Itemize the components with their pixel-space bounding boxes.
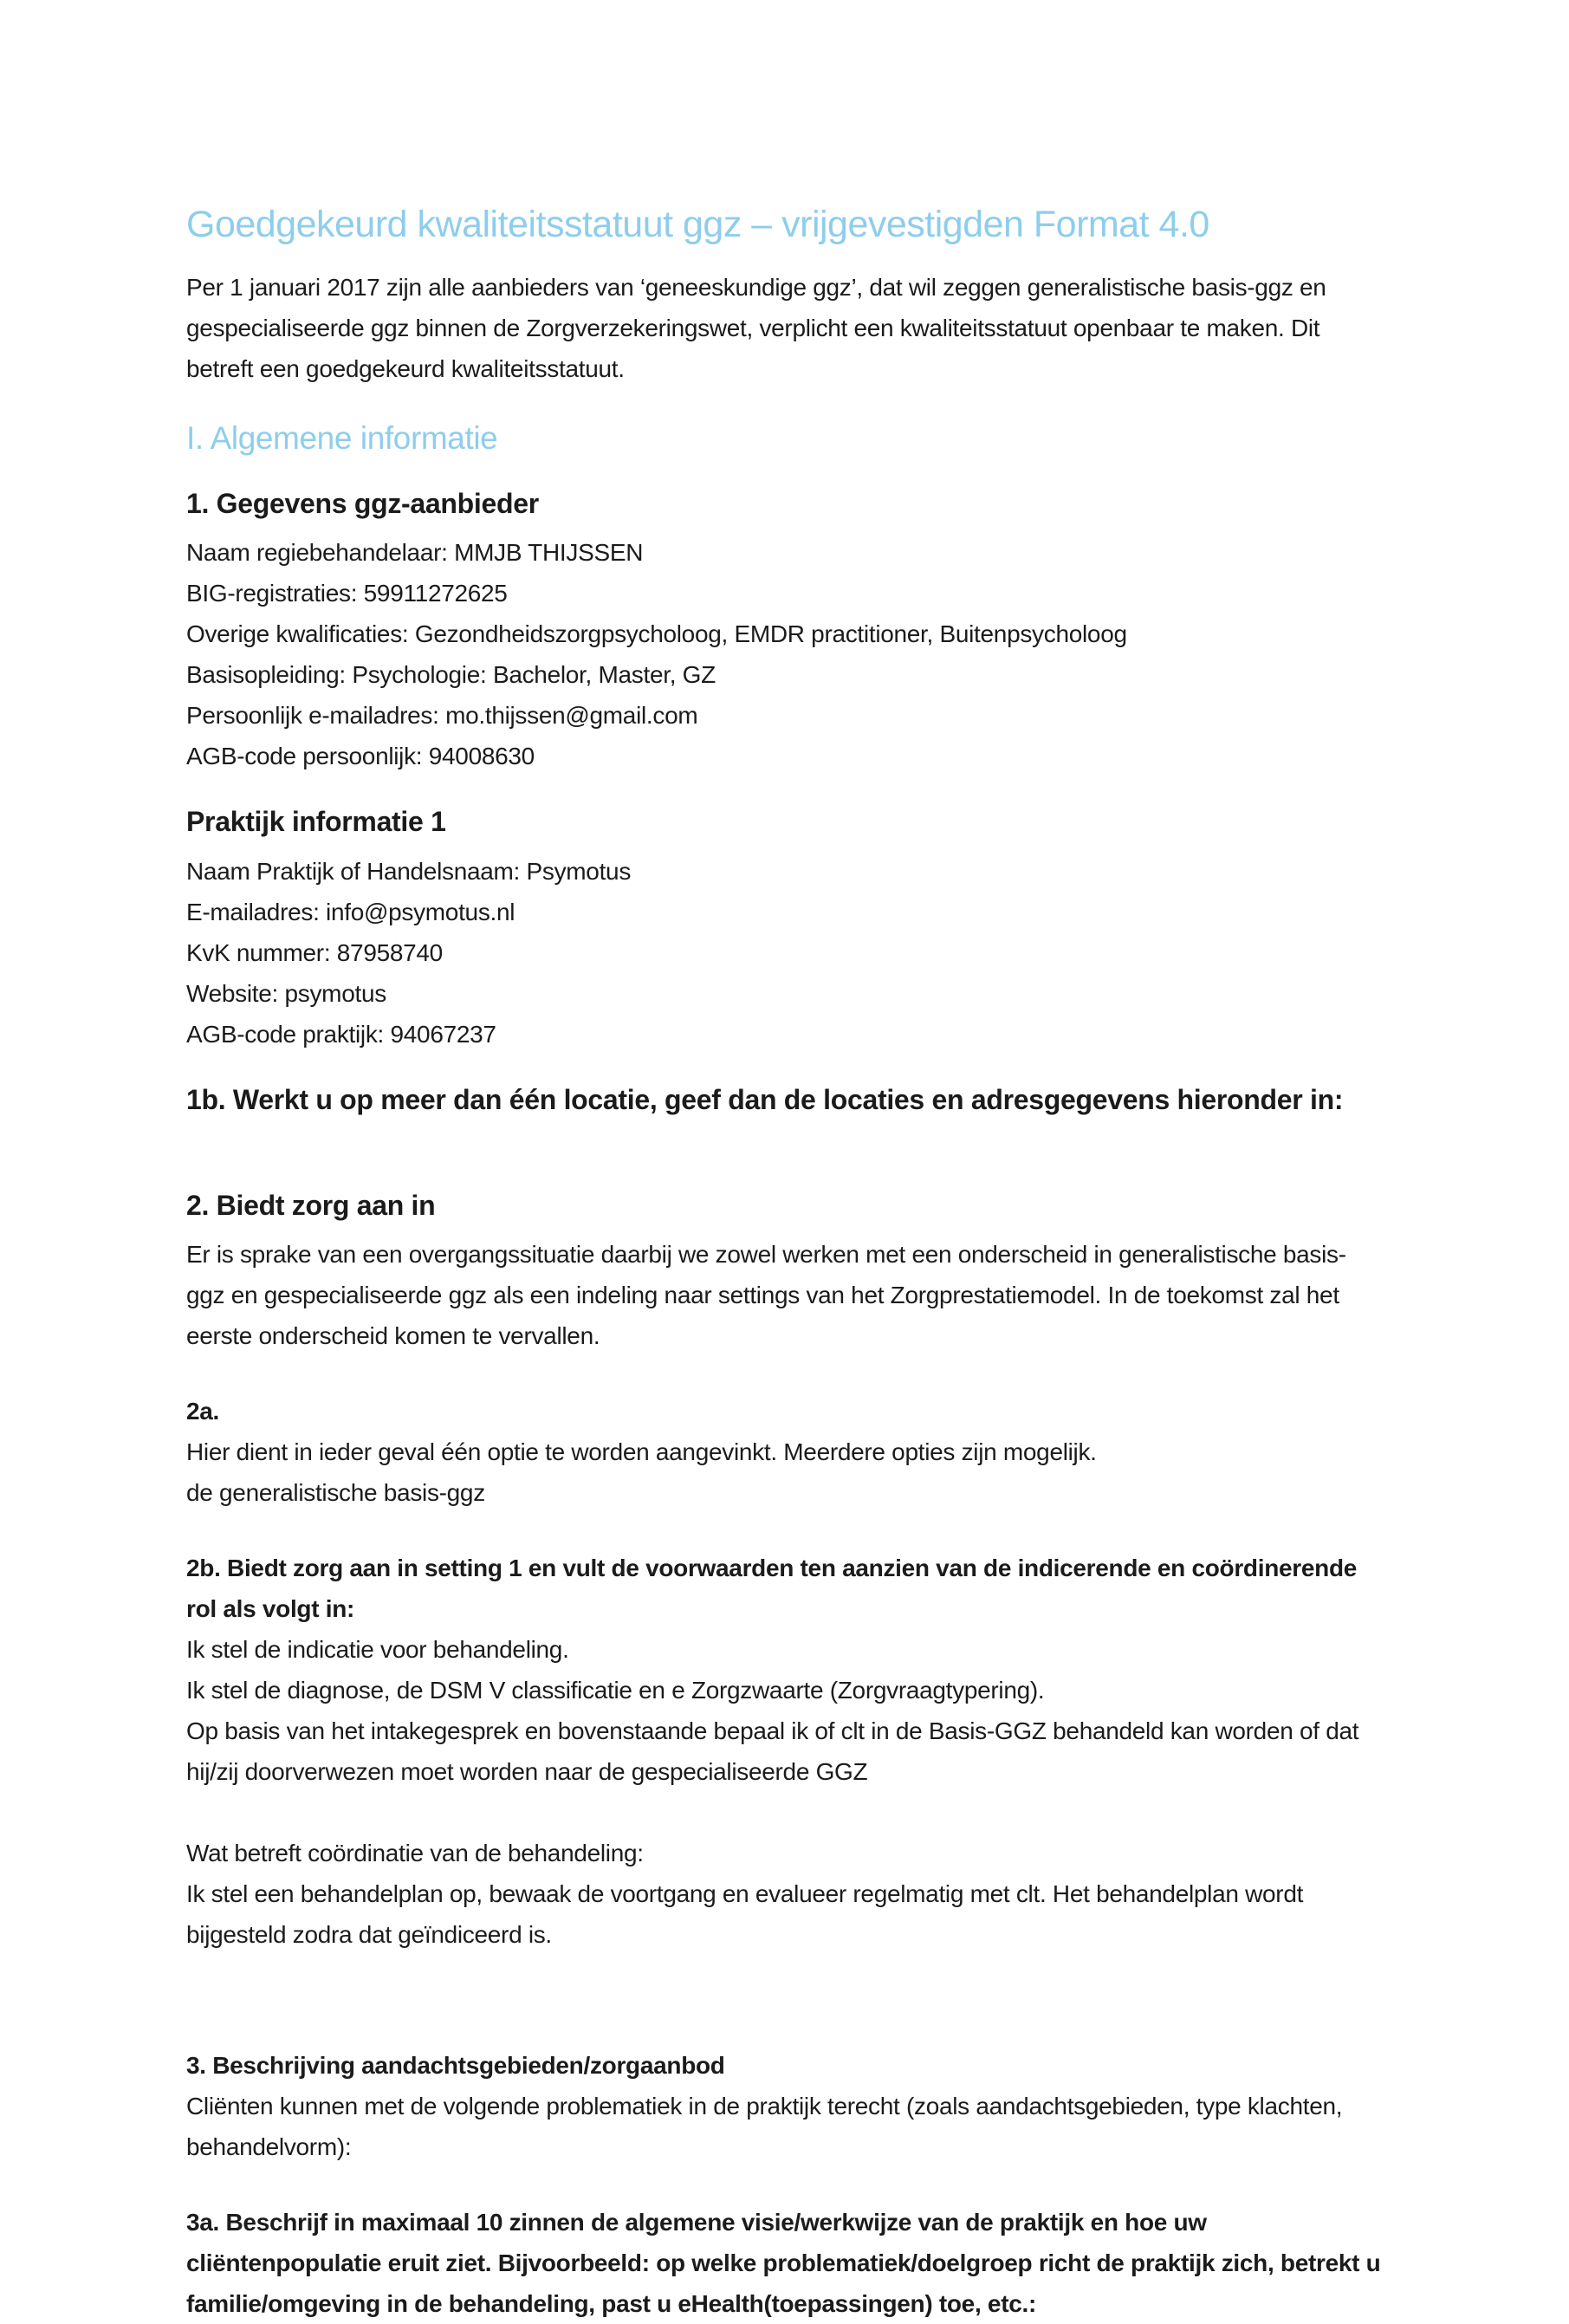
field-emailadres-praktijk: E-mailadres: info@psymotus.nl bbox=[186, 899, 515, 926]
section-heading-algemene-informatie: I. Algemene informatie bbox=[186, 419, 498, 456]
heading-question-1b: 1b. Werkt u op meer dan één locatie, geef dan de locaties en adresgegevens hieronder in: bbox=[186, 1084, 1344, 1116]
field-overige-kwalificaties: Overige kwalificaties: Gezondheidszorgpsycholoog, EMDR practitioner, Buitenpsycholoog bbox=[186, 620, 1127, 648]
line-indicatie: Ik stel de indicatie voor behandeling. bbox=[186, 1636, 569, 1664]
paragraph-behandelplan: Ik stel een behandelplan op, bewaak de voortgang en evalueer regelmatig met clt. Het behandelplan wordt bijgesteld zodra dat geïndiceerd is. bbox=[186, 1880, 1304, 1949]
field-website: Website: psymotus bbox=[186, 980, 386, 1008]
heading-praktijk-informatie-1: Praktijk informatie 1 bbox=[186, 806, 446, 838]
field-naam-praktijk: Naam Praktijk of Handelsnaam: Psymotus bbox=[186, 858, 632, 886]
field-persoonlijk-emailadres: Persoonlijk e-mailadres: mo.thijssen@gmail.com bbox=[186, 702, 698, 730]
paragraph-clienten-problematiek: Cliënten kunnen met de volgende problematiek in de praktijk terecht (zoals aandachtsgebieden, type klachten, behandelvorm): bbox=[186, 2093, 1343, 2161]
field-agb-code-persoonlijk: AGB-code persoonlijk: 94008630 bbox=[186, 743, 535, 770]
field-agb-code-praktijk: AGB-code praktijk: 94067237 bbox=[186, 1021, 496, 1048]
line-intakegesprek: Op basis van het intakegesprek en bovenstaande bepaal ik of clt in de Basis-GGZ behandeld kan worden of dat hij/zij doorverwezen moet worden naar de gespecialiseerde GGZ bbox=[186, 1717, 1359, 1786]
field-kvk-nummer: KvK nummer: 87958740 bbox=[186, 939, 443, 967]
heading-question-2a: 2a. bbox=[186, 1398, 220, 1425]
line-aanvink-instructie: Hier dient in ieder geval één optie te worden aangevinkt. Meerdere opties zijn mogelijk. bbox=[186, 1438, 1097, 1466]
heading-question-2b: 2b. Biedt zorg aan in setting 1 en vult de voorwaarden ten aanzien van de indicerende en coördinerende rol als volgt in: bbox=[186, 1555, 1358, 1623]
page-title: Goedgekeurd kwaliteitsstatuut ggz – vrijgevestigden Format 4.0 bbox=[186, 204, 1209, 245]
line-coordinatie-intro: Wat betreft coördinatie van de behandeling: bbox=[186, 1840, 644, 1867]
line-diagnose: Ik stel de diagnose, de DSM V classificatie en e Zorgzwaarte (Zorgvraagtypering). bbox=[186, 1677, 1045, 1704]
paragraph-overgangssituatie: Er is sprake van een overgangssituatie daarbij we zowel werken met een onderscheid in generalistische basis-ggz en gespecialiseerde ggz als een indeling naar settings van het Zorgprestatiemodel. In de toekomst zal het eerste onderscheid komen te vervallen. bbox=[186, 1241, 1346, 1350]
line-generalistische-basis-ggz: de generalistische basis-ggz bbox=[186, 1479, 485, 1507]
field-big-registraties: BIG-registraties: 59911272625 bbox=[186, 580, 508, 607]
heading-question-3a: 3a. Beschrijf in maximaal 10 zinnen de algemene visie/werkwijze van de praktijk en hoe uw cliëntenpopulatie eruit ziet. Bijvoorbeeld: op welke problematiek/doelgroep richt de praktijk zich, betrekt u familie/omgeving in de behandeling, past u eHealth(toepassingen) toe, etc.: bbox=[186, 2209, 1381, 2318]
field-basisopleiding: Basisopleiding: Psychologie: Bachelor, Master, GZ bbox=[186, 661, 716, 689]
heading-question-3: 3. Beschrijving aandachtsgebieden/zorgaanbod bbox=[186, 2052, 725, 2080]
field-naam-regiebehandelaar: Naam regiebehandelaar: MMJB THIJSSEN bbox=[186, 539, 644, 567]
heading-gegevens-ggz-aanbieder: 1. Gegevens ggz-aanbieder bbox=[186, 487, 539, 519]
heading-question-2: 2. Biedt zorg aan in bbox=[186, 1189, 436, 1221]
intro-paragraph: Per 1 januari 2017 zijn alle aanbieders van ‘geneeskundige ggz’, dat wil zeggen generalistische basis-ggz en gespecialiseerde ggz binnen de Zorgverzekeringswet, verplicht een kwaliteitsstatuut openbaar te maken. Dit betreft een goedgekeurd kwaliteitsstatuut. bbox=[186, 273, 1326, 382]
